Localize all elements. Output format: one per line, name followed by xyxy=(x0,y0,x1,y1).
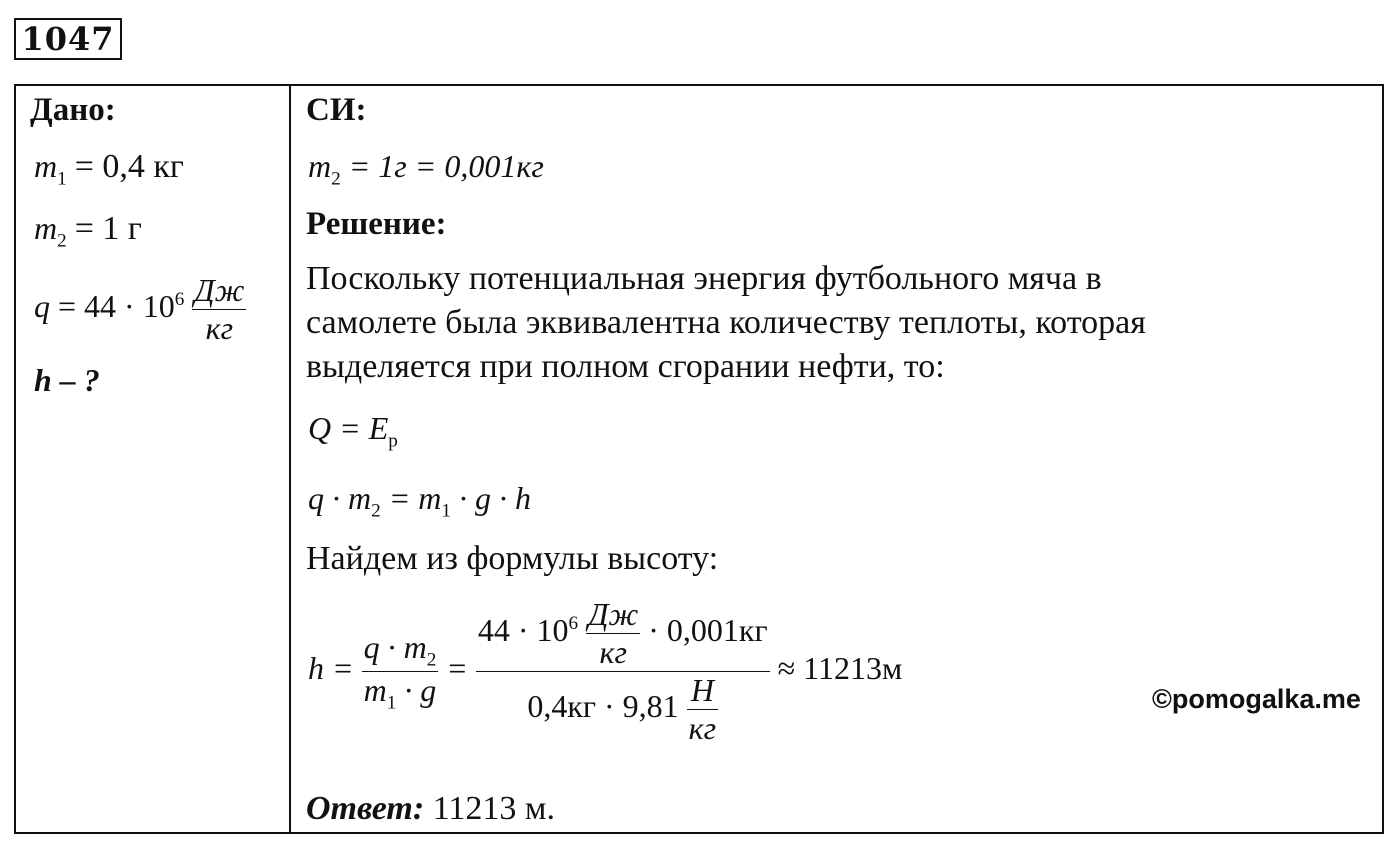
calc-denominator: 0,4кг · 9,81 $\frac{Н}{кг}$ xyxy=(476,671,770,747)
calc-numerator: $44 \cdot 10^6$ $\frac{Дж}{кг}$ · 0,001кг xyxy=(477,596,768,670)
column-divider xyxy=(289,86,291,832)
calculation-fraction xyxy=(476,596,770,747)
answer-line xyxy=(306,790,555,828)
si-header: СИ: xyxy=(306,92,367,128)
find-height-text: Найдем из формулы высоту: xyxy=(306,540,719,577)
answer-value: 11213 м. xyxy=(432,790,555,827)
solution-text-line-3: выделяется при полном сгорании нефти, то: xyxy=(306,348,945,385)
formula-fraction: $\frac{q \cdot m_2}{m_1 \cdot g}$ xyxy=(363,628,437,714)
si-conversion: $m_2 = 1г = 0,001кг$ xyxy=(308,148,544,190)
solution-header: Решение: xyxy=(306,206,447,242)
given-q: $q = 44 \cdot 10^6$ $\frac{Дж}{кг}$ xyxy=(34,272,245,346)
equation-energy: $Q = E_p$ xyxy=(308,410,398,452)
given-m2: $m_2 = 1$ г xyxy=(34,210,142,252)
q-unit-fraction: $\frac{Дж}{кг}$ xyxy=(194,272,245,346)
problem-number: 1047 xyxy=(14,18,122,60)
answer-label: Ответ: xyxy=(306,790,425,827)
height-formula: h = $\frac{q \cdot m_2}{m_1 \cdot g}$ = $44 \cdot 10^6$ $\frac{Дж}{кг}$ · 0,001кг 0,4кг · 9,81 $\frac{Н}{кг}$ ≈ 11213м xyxy=(308,596,903,746)
solution-text-line-1: Поскольку потенциальная энергия футбольного мяча в xyxy=(306,260,1102,297)
given-find: h – ? xyxy=(34,362,100,398)
solution-text-line-2: самолете была эквивалентна количеству теплоты, которая xyxy=(306,304,1146,341)
solution-table xyxy=(14,84,1384,834)
watermark: ©pomogalka.me xyxy=(1152,684,1361,714)
equation-balance: $q \cdot m_2 = m_1 \cdot g \cdot h$ xyxy=(308,480,531,522)
given-header: Дано: xyxy=(30,92,116,128)
given-m1: $m_1 = 0,4$ кг xyxy=(34,148,184,190)
